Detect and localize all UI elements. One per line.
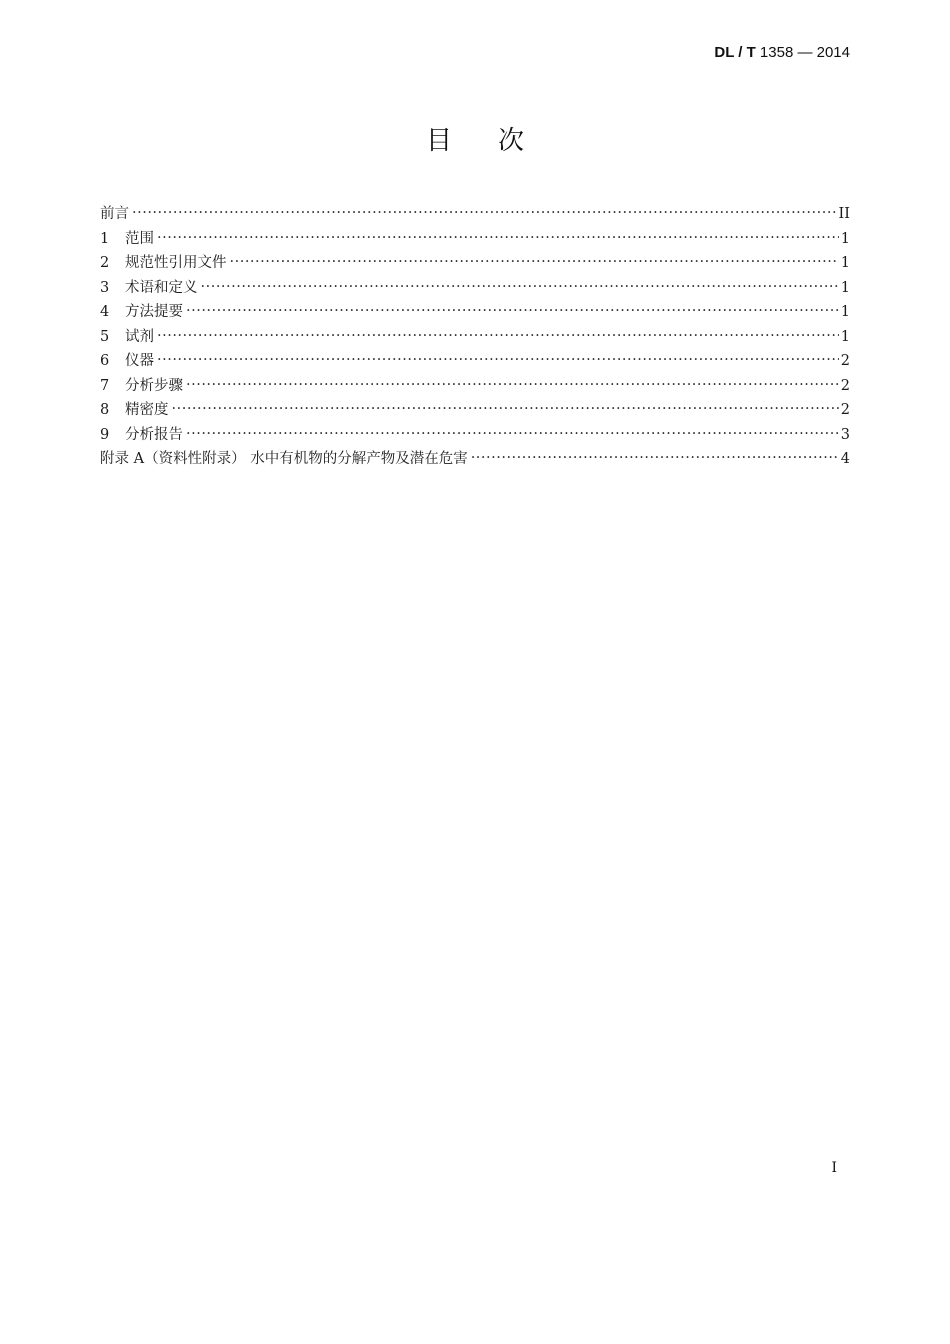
toc-item-number: 1 (100, 230, 110, 247)
toc-item-page: 1 (840, 255, 850, 271)
toc-item-method-summary[interactable] (100, 300, 850, 325)
toc-item-label: 分析步骤 (125, 377, 183, 394)
standard-code (714, 44, 850, 61)
toc-item-number: 8 (100, 402, 110, 418)
toc-item-precision[interactable] (100, 398, 850, 423)
toc-item-label: 精密度 (125, 402, 169, 418)
toc-item-label: 术语和定义 (125, 279, 198, 296)
toc-item-label: 试剂 (125, 328, 154, 345)
toc-leader-dots (230, 250, 839, 275)
page-title: 目次 (425, 126, 570, 156)
toc-item-page: 2 (840, 377, 850, 394)
table-of-contents (100, 202, 850, 472)
toc-item-number: 4 (100, 304, 110, 320)
toc-item-number: 3 (100, 279, 110, 296)
toc-leader-dots (157, 348, 839, 373)
toc-item-appendix-a[interactable] (100, 447, 850, 472)
toc-item-label: 仪器 (125, 353, 154, 369)
toc-item-number: 7 (100, 377, 110, 394)
toc-leader-dots (157, 324, 839, 349)
toc-leader-dots (157, 226, 839, 251)
toc-leader-dots (186, 422, 839, 447)
toc-item-preface[interactable] (100, 202, 850, 227)
toc-item-number: 9 (100, 426, 110, 443)
toc-item-instruments[interactable] (100, 349, 850, 374)
toc-item-label: 范围 (125, 230, 154, 247)
toc-item-analysis-report[interactable] (100, 423, 850, 448)
toc-item-analysis-steps[interactable] (100, 374, 850, 399)
toc-leader-dots (471, 446, 839, 471)
toc-item-number: 2 (100, 255, 110, 271)
toc-item-normative-references[interactable] (100, 251, 850, 276)
toc-leader-dots (186, 373, 839, 398)
toc-item-label: 方法提要 (125, 304, 183, 320)
toc-leader-dots (201, 275, 839, 300)
toc-item-page: 2 (840, 353, 850, 369)
toc-leader-dots (186, 299, 839, 324)
toc-item-page: 3 (840, 426, 850, 443)
toc-leader-dots (172, 397, 839, 422)
toc-item-number: 5 (100, 328, 110, 345)
toc-item-page: II (838, 206, 850, 222)
standard-code-number: 1358 — 2014 (755, 44, 850, 61)
toc-item-number: 6 (100, 353, 110, 369)
toc-item-terms-definitions[interactable] (100, 276, 850, 301)
toc-item-page: 2 (840, 402, 850, 418)
toc-item-page: 4 (840, 451, 850, 467)
toc-item-reagents[interactable] (100, 325, 850, 350)
toc-item-label: 分析报告 (125, 426, 183, 443)
toc-leader-dots (132, 201, 837, 226)
toc-item-scope[interactable] (100, 227, 850, 252)
toc-item-page: 1 (840, 304, 850, 320)
toc-item-page: 1 (840, 279, 850, 296)
toc-item-label: 前言 (100, 206, 129, 222)
toc-item-page: 1 (840, 328, 850, 345)
toc-item-label: 附录 A（资料性附录） 水中有机物的分解产物及潜在危害 (100, 451, 468, 467)
toc-item-label: 规范性引用文件 (125, 255, 227, 271)
toc-item-page: 1 (840, 230, 850, 247)
page-number: I (831, 1160, 837, 1176)
standard-code-prefix: DL / T (714, 44, 756, 61)
